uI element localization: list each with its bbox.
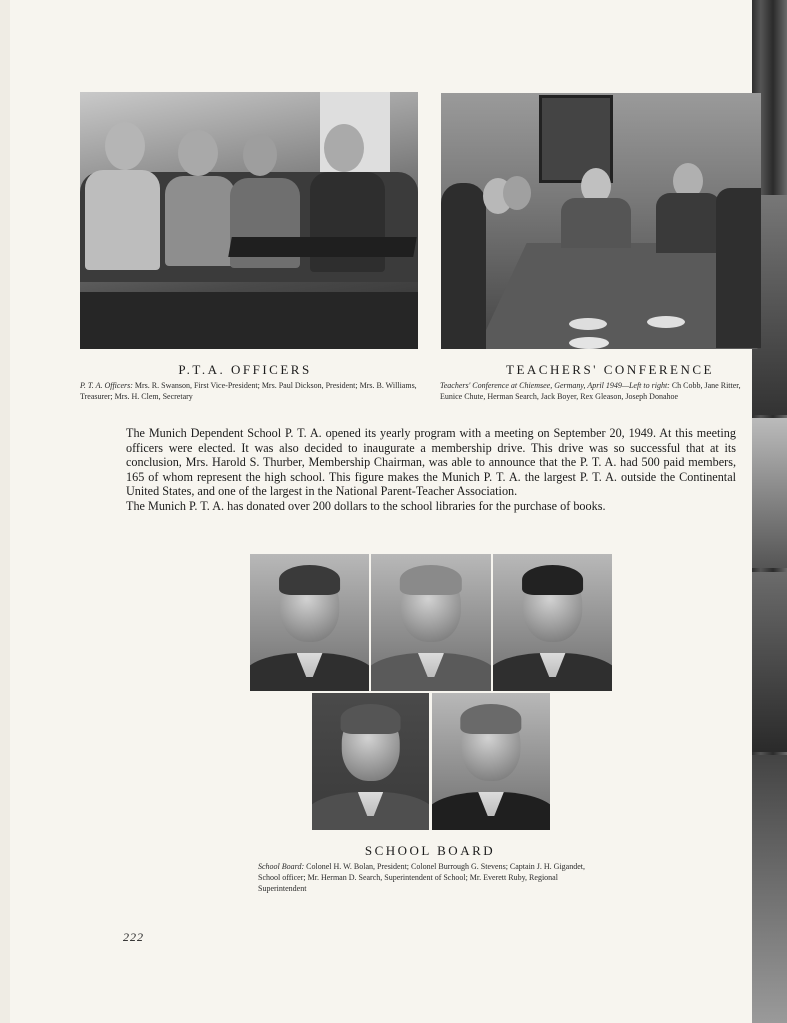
teachers-conference-heading: TEACHERS' CONFERENCE [506, 362, 714, 377]
person-body [561, 198, 631, 248]
plate [569, 337, 609, 349]
article-paragraph: The Munich Dependent School P. T. A. opened its yearly program with a meeting on September 20, 1949. At this meeting officers were elected. It was also decided to inaugurate a membership drive. This drive was so successful that at its conclusion, Mrs. Harold S. Thurber, Membership Chairman, was able to announce that the P. T. A. had 500 paid members, 165 of whom represent the high school. This figure makes the Munich P. T. A. the largest P. T. A. outside the Continental United States, and one of the largest in the National Parent-Teacher Association. [126, 426, 736, 499]
school-board-portrait [432, 693, 550, 830]
person-head [324, 124, 364, 172]
floor [80, 292, 418, 349]
person-head [503, 176, 531, 210]
school-board-heading: SCHOOL BOARD [364, 843, 496, 858]
school-board-caption [258, 861, 608, 894]
caption-body: Mrs. R. Swanson, First Vice-President; Mrs. Paul Dickson, President; Mrs. B. Williams, Treasurer; Mrs. H. Clem, Secretary [80, 381, 417, 401]
school-board-portrait [493, 554, 612, 691]
coffee-table [228, 237, 417, 257]
pta-officers-photo [80, 92, 418, 349]
plate [569, 318, 607, 330]
plate [647, 316, 685, 328]
teachers-conference-caption [440, 380, 750, 404]
school-board-portrait [312, 693, 429, 830]
person-head [105, 122, 145, 170]
adjacent-photo-fragment [752, 755, 787, 1023]
person-body [716, 188, 761, 348]
pta-officers-caption [80, 380, 420, 402]
school-board-portrait [371, 554, 491, 691]
caption-body: Colonel H. W. Bolan, President; Colonel Burrough G. Stevens; Captain J. H. Gigandet, School officer; Mr. Herman D. Search, Superintendent of School; Mr. Everett Ruby, Regional Superintendent [258, 862, 586, 893]
person-head [243, 134, 277, 176]
adjacent-photo-fragment [752, 572, 787, 752]
person-head [178, 130, 218, 176]
person-body [165, 176, 235, 266]
caption-body: Ch Cobb, Jane Ritter, Eunice Chute, Herman Search, Jack Boyer, Rex Gleason, Joseph Donahoe [440, 381, 741, 401]
person-body [656, 193, 721, 253]
caption-lead: School Board: [258, 862, 305, 871]
pta-officers-heading: P.T.A. OFFICERS [178, 362, 312, 377]
person-body [85, 170, 160, 270]
article-body [126, 426, 736, 514]
adjacent-photo-fragment [752, 418, 787, 568]
caption-lead: Teachers' Conference at Chiemsee, Germany, April 1949—Left to right: [440, 381, 670, 390]
page-number: 222 [123, 930, 144, 944]
caption-lead: P. T. A. Officers: [80, 381, 133, 390]
person-body [310, 172, 385, 272]
person-body [441, 183, 486, 349]
school-board-portrait [250, 554, 369, 691]
teachers-conference-photo [441, 93, 761, 349]
article-paragraph: The Munich P. T. A. has donated over 200 dollars to the school libraries for the purchase of books. [126, 498, 606, 513]
